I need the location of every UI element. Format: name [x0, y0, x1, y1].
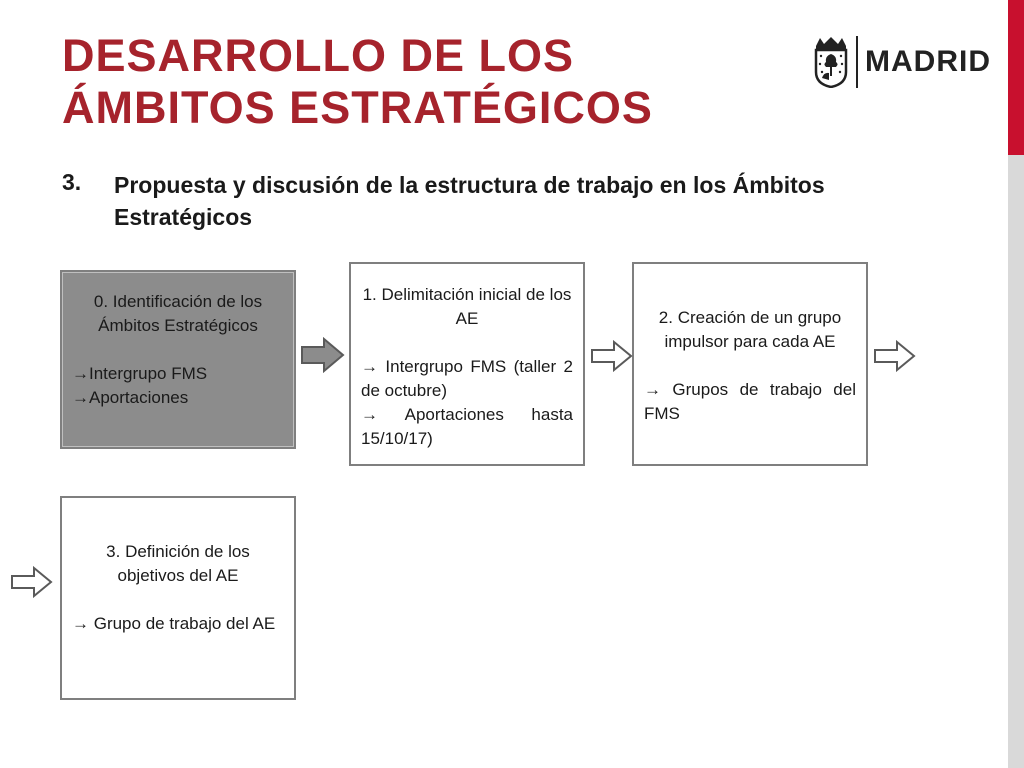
crest-icon: [812, 36, 850, 88]
box-spacer: [644, 354, 856, 378]
madrid-logo: [812, 36, 991, 88]
subtitle-text: Propuesta y discusión de la estructura de trabajo en los Ámbitos Estratégicos: [114, 172, 825, 230]
flow-arrow-icon: [10, 566, 54, 598]
slide-title-line: DESARROLLO DE LOS: [62, 30, 575, 81]
slide-title: [62, 30, 762, 134]
box-bullet: → Grupos de trabajo del FMS: [644, 380, 856, 423]
flow-arrow-icon: [873, 340, 917, 372]
side-bar: [1008, 155, 1024, 768]
box-spacer: [361, 331, 573, 355]
box-title: 0. Identificación de los Ámbitos Estratégicos: [93, 292, 263, 335]
box-spacer: [72, 588, 284, 612]
flow-box-grupo-impulsor: [632, 262, 868, 466]
box-bullet: → Intergrupo FMS (taller 2 de octubre): [361, 357, 573, 400]
box-title: 2. Creación de un grupo impulsor para cada AE: [658, 308, 842, 351]
box-bullet: →Aportaciones: [72, 388, 189, 407]
box-bullet: → Aportaciones hasta 15/10/17): [361, 405, 573, 448]
logo-divider: [856, 36, 858, 88]
box-spacer: [72, 338, 284, 362]
flow-box-definicion-objetivos: [60, 496, 296, 700]
box-bullet: →Intergrupo FMS: [72, 364, 208, 383]
subtitle-number: 3.: [62, 169, 82, 195]
box-bullet: → Grupo de trabajo del AE: [72, 614, 276, 633]
flow-arrow-icon: [590, 340, 634, 372]
box-title: 3. Definición de los objetivos del AE: [106, 542, 250, 585]
accent-bar: [1008, 0, 1024, 155]
box-title: 1. Delimitación inicial de los AE: [362, 285, 572, 328]
flow-box-identificacion: [60, 270, 296, 449]
slide-title-line: ÁMBITOS ESTRATÉGICOS: [62, 82, 653, 133]
logo-word: MADRID: [865, 45, 991, 78]
flow-box-delimitacion: [349, 262, 585, 466]
flow-arrow-icon: [300, 337, 346, 373]
